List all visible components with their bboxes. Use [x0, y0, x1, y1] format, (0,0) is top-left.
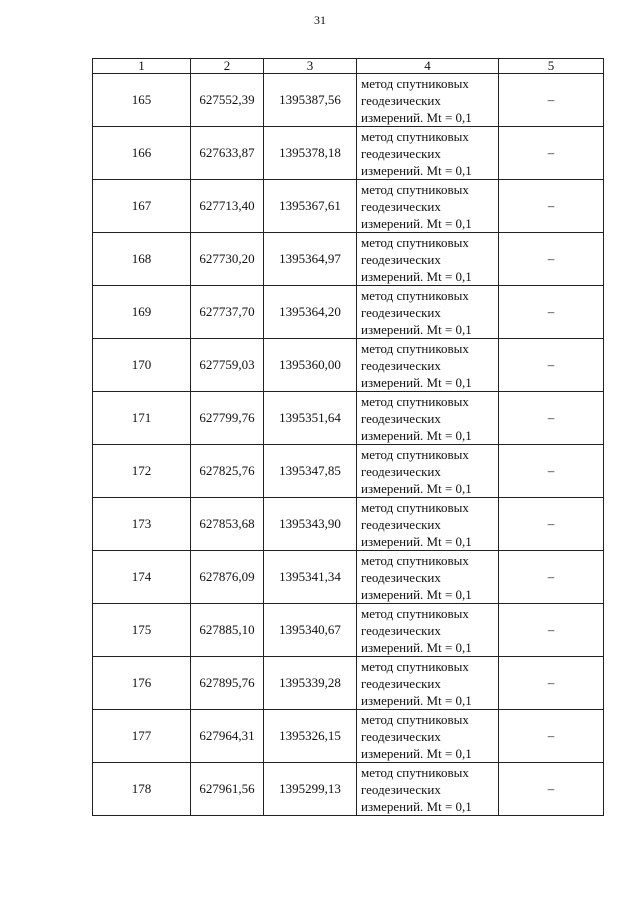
- table-row: [93, 551, 604, 604]
- note-cell: –: [499, 498, 604, 551]
- x-coordinate-cell: 627895,76: [191, 657, 264, 710]
- y-coordinate-cell: 1395351,64: [264, 392, 357, 445]
- method-line: геодезических: [361, 569, 441, 585]
- y-coordinate-cell: 1395364,20: [264, 286, 357, 339]
- method-line: измерений. Mt = 0,1: [361, 215, 472, 231]
- x-coordinate-cell: 627633,87: [191, 127, 264, 180]
- method-line: геодезических: [361, 728, 441, 744]
- header-col-5: 5: [499, 59, 604, 74]
- method-line: геодезических: [361, 357, 441, 373]
- x-coordinate-cell: 627825,76: [191, 445, 264, 498]
- note-cell: –: [499, 604, 604, 657]
- y-coordinate-cell: 1395343,90: [264, 498, 357, 551]
- method-line: измерений. Mt = 0,1: [361, 321, 472, 337]
- x-coordinate-cell: 627737,70: [191, 286, 264, 339]
- x-coordinate-cell: 627964,31: [191, 710, 264, 763]
- note-cell: –: [499, 763, 604, 816]
- note-cell: –: [499, 286, 604, 339]
- method-cell: [357, 233, 499, 286]
- method-line: метод спутниковых: [361, 605, 469, 621]
- point-number-cell: 171: [93, 392, 191, 445]
- method-cell: [357, 657, 499, 710]
- y-coordinate-cell: 1395364,97: [264, 233, 357, 286]
- header-col-3: 3: [264, 59, 357, 74]
- y-coordinate-cell: 1395340,67: [264, 604, 357, 657]
- note-cell: –: [499, 127, 604, 180]
- point-number-cell: 173: [93, 498, 191, 551]
- method-cell: [357, 604, 499, 657]
- method-line: измерений. Mt = 0,1: [361, 427, 472, 443]
- point-number-cell: 166: [93, 127, 191, 180]
- header-row: [93, 59, 604, 74]
- method-line: измерений. Mt = 0,1: [361, 745, 472, 761]
- x-coordinate-cell: 627961,56: [191, 763, 264, 816]
- note-cell: –: [499, 551, 604, 604]
- y-coordinate-cell: 1395367,61: [264, 180, 357, 233]
- point-number-cell: 169: [93, 286, 191, 339]
- x-coordinate-cell: 627730,20: [191, 233, 264, 286]
- note-cell: –: [499, 445, 604, 498]
- coordinates-table: [92, 58, 604, 816]
- table-row: [93, 710, 604, 763]
- point-number-cell: 175: [93, 604, 191, 657]
- point-number-cell: 168: [93, 233, 191, 286]
- x-coordinate-cell: 627552,39: [191, 74, 264, 127]
- method-line: измерений. Mt = 0,1: [361, 480, 472, 496]
- method-cell: [357, 710, 499, 763]
- point-number-cell: 176: [93, 657, 191, 710]
- x-coordinate-cell: 627853,68: [191, 498, 264, 551]
- point-number-cell: 172: [93, 445, 191, 498]
- method-line: геодезических: [361, 145, 441, 161]
- method-line: измерений. Mt = 0,1: [361, 268, 472, 284]
- method-line: метод спутниковых: [361, 181, 469, 197]
- table-row: [93, 180, 604, 233]
- table-row: [93, 763, 604, 816]
- table-row: [93, 657, 604, 710]
- method-line: метод спутниковых: [361, 764, 469, 780]
- method-cell: [357, 763, 499, 816]
- table-row: [93, 498, 604, 551]
- method-line: метод спутниковых: [361, 75, 469, 91]
- header-col-2: 2: [191, 59, 264, 74]
- y-coordinate-cell: 1395378,18: [264, 127, 357, 180]
- method-line: геодезических: [361, 92, 441, 108]
- method-line: измерений. Mt = 0,1: [361, 533, 472, 549]
- method-cell: [357, 551, 499, 604]
- method-cell: [357, 286, 499, 339]
- point-number-cell: 177: [93, 710, 191, 763]
- method-line: метод спутниковых: [361, 658, 469, 674]
- table-row: [93, 392, 604, 445]
- table-body: [93, 74, 604, 816]
- note-cell: –: [499, 339, 604, 392]
- method-line: метод спутниковых: [361, 711, 469, 727]
- method-cell: [357, 180, 499, 233]
- point-number-cell: 170: [93, 339, 191, 392]
- x-coordinate-cell: 627713,40: [191, 180, 264, 233]
- method-line: геодезических: [361, 622, 441, 638]
- method-cell: [357, 74, 499, 127]
- y-coordinate-cell: 1395341,34: [264, 551, 357, 604]
- method-line: геодезических: [361, 251, 441, 267]
- y-coordinate-cell: 1395360,00: [264, 339, 357, 392]
- method-line: метод спутниковых: [361, 552, 469, 568]
- method-line: метод спутниковых: [361, 340, 469, 356]
- point-number-cell: 165: [93, 74, 191, 127]
- note-cell: –: [499, 710, 604, 763]
- note-cell: –: [499, 74, 604, 127]
- method-cell: [357, 127, 499, 180]
- method-line: измерений. Mt = 0,1: [361, 162, 472, 178]
- y-coordinate-cell: 1395326,15: [264, 710, 357, 763]
- method-line: измерений. Mt = 0,1: [361, 692, 472, 708]
- page-number: 31: [314, 13, 326, 27]
- table-row: [93, 604, 604, 657]
- y-coordinate-cell: 1395387,56: [264, 74, 357, 127]
- method-line: геодезических: [361, 198, 441, 214]
- table-row: [93, 127, 604, 180]
- method-line: измерений. Mt = 0,1: [361, 374, 472, 390]
- method-line: геодезических: [361, 304, 441, 320]
- note-cell: –: [499, 657, 604, 710]
- method-line: геодезических: [361, 410, 441, 426]
- y-coordinate-cell: 1395339,28: [264, 657, 357, 710]
- note-cell: –: [499, 233, 604, 286]
- y-coordinate-cell: 1395347,85: [264, 445, 357, 498]
- method-line: измерений. Mt = 0,1: [361, 586, 472, 602]
- x-coordinate-cell: 627759,03: [191, 339, 264, 392]
- method-cell: [357, 339, 499, 392]
- method-cell: [357, 392, 499, 445]
- method-line: измерений. Mt = 0,1: [361, 798, 472, 814]
- note-cell: –: [499, 392, 604, 445]
- method-line: геодезических: [361, 516, 441, 532]
- table-row: [93, 74, 604, 127]
- method-cell: [357, 498, 499, 551]
- method-line: метод спутниковых: [361, 499, 469, 515]
- x-coordinate-cell: 627876,09: [191, 551, 264, 604]
- table-row: [93, 445, 604, 498]
- point-number-cell: 178: [93, 763, 191, 816]
- table-row: [93, 286, 604, 339]
- point-number-cell: 174: [93, 551, 191, 604]
- method-line: геодезических: [361, 781, 441, 797]
- header-col-1: 1: [93, 59, 191, 74]
- table-header: [93, 59, 604, 74]
- method-line: метод спутниковых: [361, 128, 469, 144]
- header-col-4: 4: [357, 59, 499, 74]
- x-coordinate-cell: 627799,76: [191, 392, 264, 445]
- method-cell: [357, 445, 499, 498]
- method-line: метод спутниковых: [361, 393, 469, 409]
- y-coordinate-cell: 1395299,13: [264, 763, 357, 816]
- table-row: [93, 233, 604, 286]
- x-coordinate-cell: 627885,10: [191, 604, 264, 657]
- method-line: геодезических: [361, 463, 441, 479]
- method-line: измерений. Mt = 0,1: [361, 109, 472, 125]
- note-cell: –: [499, 180, 604, 233]
- method-line: метод спутниковых: [361, 234, 469, 250]
- table-row: [93, 339, 604, 392]
- method-line: метод спутниковых: [361, 287, 469, 303]
- point-number-cell: 167: [93, 180, 191, 233]
- method-line: метод спутниковых: [361, 446, 469, 462]
- method-line: геодезических: [361, 675, 441, 691]
- method-line: измерений. Mt = 0,1: [361, 639, 472, 655]
